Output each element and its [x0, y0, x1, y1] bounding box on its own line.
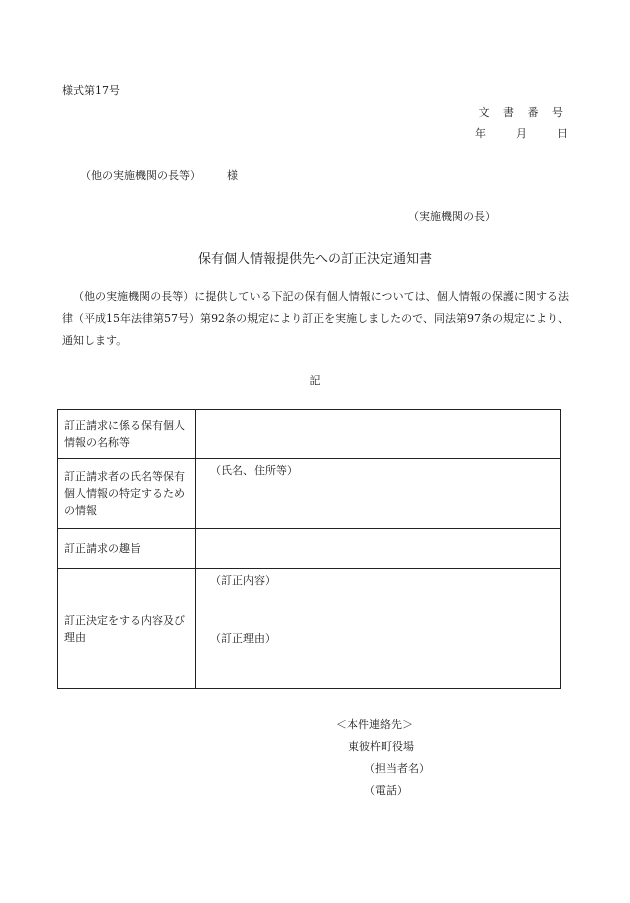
table-row — [58, 410, 561, 459]
form-number: 様式第17号 — [62, 84, 120, 97]
row-value-info-name — [196, 410, 561, 459]
contact-office: 東彼杵町役場 — [348, 740, 414, 753]
row-label-identification: 訂正請求者の氏名等保有個人情報の特定するための情報 — [58, 459, 196, 529]
info-table — [57, 409, 561, 689]
contact-phone: （電話） — [364, 784, 408, 797]
date-line — [475, 125, 568, 141]
document-number-label: 文 書 番 号 — [478, 106, 568, 119]
body-paragraph: （他の実施機関の長等）に提供している下記の保有個人情報については、個人情報の保護に関する法律（平成15年法律第57号）第92条の規定により訂正を実施しましたので、同法第97条の規定により、通知します。 — [62, 290, 569, 347]
contact-heading: ＜本件連絡先＞ — [336, 718, 413, 731]
ki-heading: 記 — [309, 374, 321, 387]
row-label-purpose: 訂正請求の趣旨 — [58, 529, 196, 569]
document-title: 保有個人情報提供先への訂正決定通知書 — [197, 252, 432, 267]
row-label-decision: 訂正決定をする内容及び理由 — [58, 569, 196, 689]
table-row — [58, 569, 561, 689]
recipient — [80, 167, 238, 183]
contact-block — [336, 714, 430, 802]
correction-content-label: （訂正内容） — [210, 574, 276, 587]
table-row — [58, 529, 561, 569]
date-month: 月 — [516, 127, 527, 140]
row-label-info-name: 訂正請求に係る保有個人情報の名称等 — [58, 410, 196, 459]
date-year: 年 — [475, 127, 486, 140]
date-day: 日 — [557, 127, 568, 140]
recipient-name: （他の実施機関の長等） — [80, 169, 201, 182]
correction-reason-label: （訂正理由） — [210, 632, 276, 645]
contact-person: （担当者名） — [364, 762, 430, 775]
row-value-decision — [196, 569, 561, 689]
table-row — [58, 459, 561, 529]
sender: （実施機関の長） — [408, 210, 496, 223]
recipient-honorific: 様 — [227, 169, 238, 182]
row-value-identification: （氏名、住所等） — [196, 459, 561, 529]
row-value-purpose — [196, 529, 561, 569]
